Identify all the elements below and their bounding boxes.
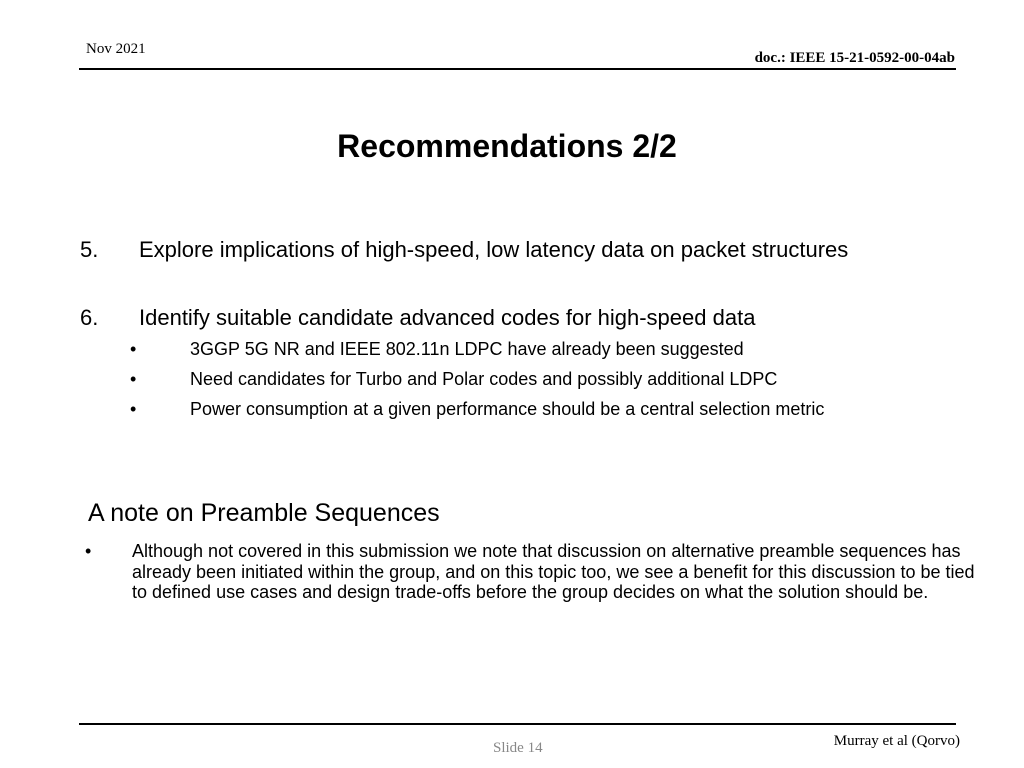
item-text: Identify suitable candidate advanced codes for high-speed data [139,305,756,330]
item-number: 5. [80,237,99,262]
header-date: Nov 2021 [86,41,146,57]
section-heading: A note on Preamble Sequences [88,499,440,527]
footer-author: Murray et al (Qorvo) [833,733,960,749]
slide-number: Slide 14 [493,740,543,756]
slide-title: Recommendations 2/2 [337,128,677,164]
sub-bullet-text: Power consumption at a given performance should be a central selection metric [190,399,825,419]
bullet-marker: • [130,369,137,389]
note-paragraph: Although not covered in this submission we note that discussion on alternative preamble sequences has already been initiated within the group, and on this topic too, we see a benefit for this discussion to be tied to defined use cases and design trade-offs before the group decides on what the solution should be. [132,541,975,602]
bullet-marker: • [130,399,137,419]
sub-bullet-text: 3GGP 5G NR and IEEE 802.11n LDPC have already been suggested [190,339,744,359]
bullet-marker: • [85,541,92,561]
bullet-marker: • [130,339,137,359]
sub-bullet-text: Need candidates for Turbo and Polar codes and possibly additional LDPC [190,369,778,389]
header-divider [79,68,956,70]
item-text: Explore implications of high-speed, low latency data on packet structures [139,237,849,262]
footer-divider [79,723,956,725]
document-id: doc.: IEEE 15-21-0592-00-04ab [754,50,955,66]
item-number: 6. [80,305,99,330]
